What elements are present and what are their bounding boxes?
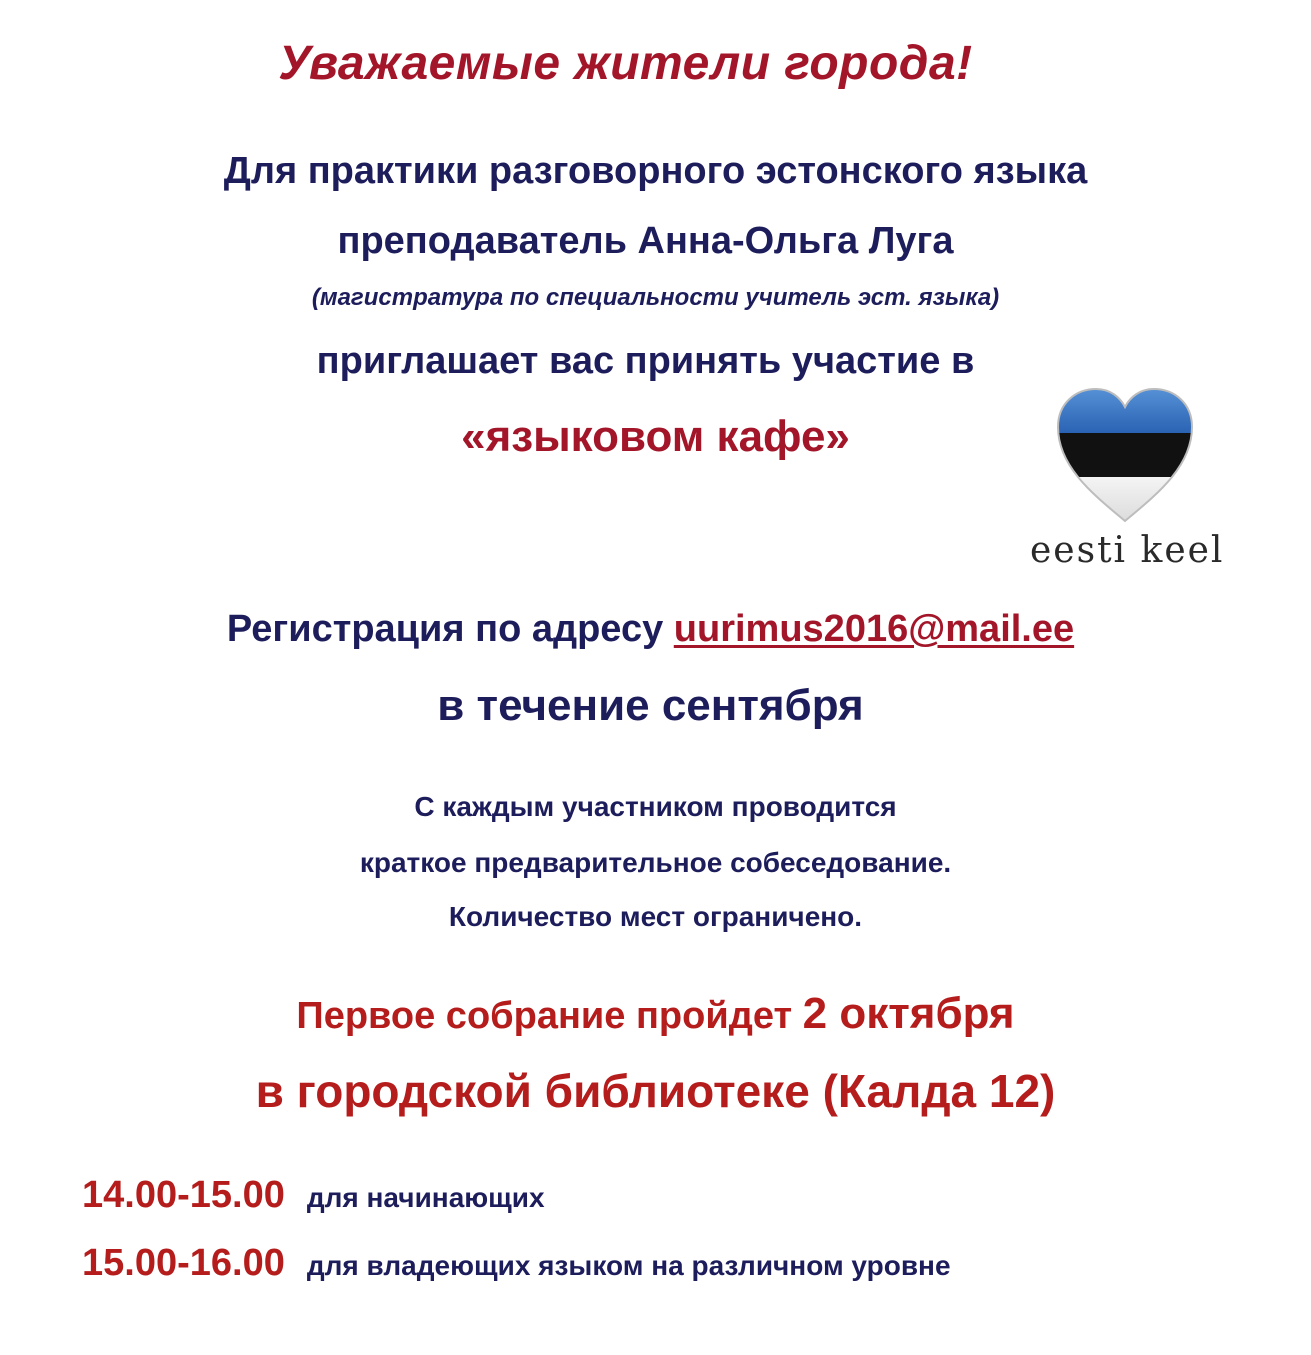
schedule-description: для начинающих (306, 1182, 545, 1213)
eesti-keel-logo (1030, 385, 1225, 575)
meeting-prefix: Первое собрание пройдет (296, 995, 803, 1037)
meeting-location: в городской библиотеке (Калда 12) (255, 1065, 1056, 1117)
registration-prefix: Регистрация по адресу (226, 608, 674, 650)
note-line-interview-detail: краткое предварительное собеседование. (359, 847, 952, 878)
schedule-row-beginners (82, 1176, 545, 1214)
logo-text: eesti keel (1030, 530, 1225, 571)
estonian-flag-heart-icon (1054, 385, 1196, 525)
registration-email-link[interactable]: uurimus2016@mail.ee (673, 608, 1075, 650)
intro-line-event-name: «языковом кафе» (461, 412, 850, 461)
intro-line-qualification: (магистратура по специальности учитель эст. языка) (311, 284, 1000, 311)
schedule-time: 14.00-15.00 (82, 1174, 285, 1216)
schedule-row-advanced (82, 1244, 951, 1282)
meeting-date-line (0, 989, 1311, 1038)
registration-period: в течение сентября (437, 681, 864, 730)
intro-line-teacher: преподаватель Анна-Ольга Луга (337, 220, 954, 262)
schedule-description: для владеющих языком на различном уровне (306, 1250, 951, 1281)
page-title: Уважаемые жители города! (278, 37, 973, 90)
intro-line-purpose: Для практики разговорного эстонского языка (223, 150, 1088, 192)
note-line-limited-seats: Количество мест ограничено. (448, 901, 863, 932)
note-line-interview: С каждым участником проводится (414, 791, 897, 822)
schedule-time: 15.00-16.00 (82, 1242, 285, 1284)
meeting-date: 2 октября (802, 989, 1015, 1038)
registration-line (0, 610, 1306, 648)
intro-line-invitation: приглашает вас принять участие в (316, 340, 975, 382)
